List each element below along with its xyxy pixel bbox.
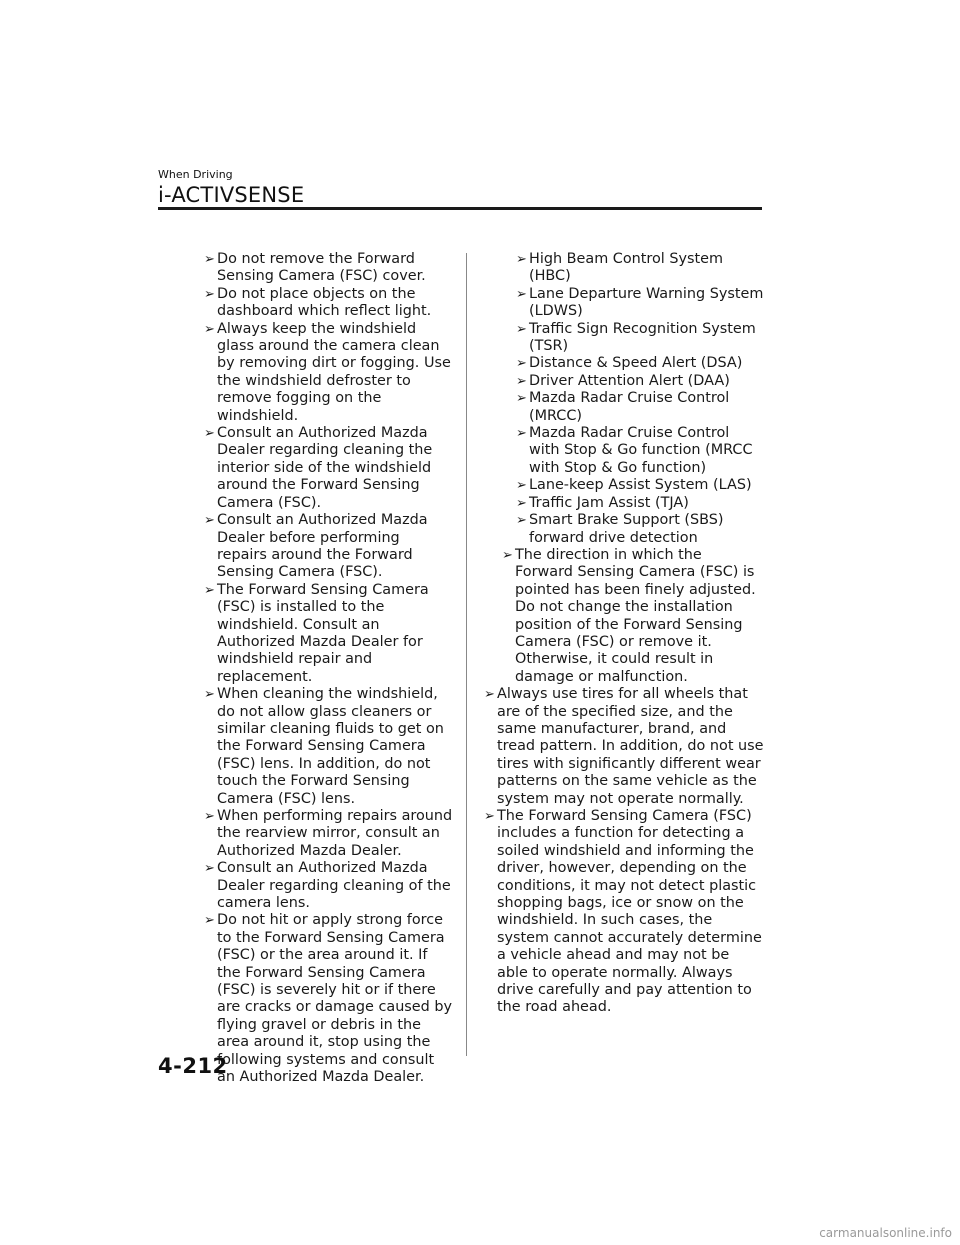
system-list-item: ➢ Mazda Radar Cruise Control with Stop & Go function (MRCC with Stop & Go function) <box>516 425 753 476</box>
arrow-bullet-icon: ➢ <box>204 426 215 442</box>
system-list-item: ➢ Mazda Radar Cruise Control (MRCC) <box>516 390 730 424</box>
arrow-bullet-icon: ➢ <box>204 513 215 529</box>
system-list-item: ➢ Driver Attention Alert (DAA) <box>516 372 730 389</box>
list-item: ➢ Consult an Authorized Mazda Dealer regarding cleaning of the camera lens. <box>204 860 451 912</box>
arrow-bullet-icon: ➢ <box>516 391 527 407</box>
left-column <box>186 251 454 1087</box>
arrow-bullet-icon: ➢ <box>204 321 215 337</box>
footer-watermark: carmanualsonline.info <box>819 1226 952 1240</box>
list-item: ➢ Always keep the windshield glass around the camera clean by removing dirt or fogging. Use the windshield defroster to remove fogging on the windshield. <box>204 320 451 424</box>
system-list-item: ➢ Traffic Jam Assist (TJA) <box>516 494 689 511</box>
arrow-bullet-icon: ➢ <box>204 913 215 929</box>
arrow-bullet-icon: ➢ <box>516 286 527 302</box>
arrow-bullet-icon: ➢ <box>516 513 527 529</box>
arrow-bullet-icon: ➢ <box>204 252 215 267</box>
section-label: When Driving <box>158 168 233 181</box>
arrow-bullet-icon: ➢ <box>516 356 527 372</box>
system-list-item: ➢ Lane Departure Warning System (LDWS) <box>516 285 764 320</box>
arrow-bullet-icon: ➢ <box>516 373 527 389</box>
arrow-bullet-icon: ➢ <box>484 809 495 824</box>
list-item: ➢ Consult an Authorized Mazda Dealer before performing repairs around the Forward Sensing Camera (FSC). <box>204 512 428 581</box>
list-item: ➢ When performing repairs around the rearview mirror, consult an Authorized Mazda Dealer. <box>204 808 453 859</box>
list-item: ➢ Do not remove the Forward Sensing Camera (FSC) cover. <box>204 251 426 285</box>
list-item: ➢ Do not place objects on the dashboard which reflect light. <box>204 285 432 320</box>
page-title: i-ACTIVSENSE <box>158 183 305 207</box>
list-item: ➢ Always use tires for all wheels that are of the specified size, and the same manufacturer, brand, and tread pattern. In addition, do not use tires with significantly different wear patterns on the same vehicle as the system may not operate normally. <box>484 686 764 807</box>
arrow-bullet-icon: ➢ <box>516 478 527 494</box>
list-item: ➢ The direction in which the Forward Sensing Camera (FSC) is pointed has been finely adjusted. Do not change the installation position of the Forward Sensing Camera (FSC) or remove it. Otherwise, it could result in damage or malfunction. <box>502 546 756 685</box>
header-rule <box>158 207 762 210</box>
page-number: 4-212 <box>158 1054 228 1078</box>
arrow-bullet-icon: ➢ <box>204 687 215 703</box>
system-list-item: ➢ Smart Brake Support (SBS) forward drive detection <box>516 512 724 546</box>
arrow-bullet-icon: ➢ <box>484 687 495 703</box>
list-item: ➢ Consult an Authorized Mazda Dealer regarding cleaning the interior side of the windshield around the Forward Sensing Camera (FSC). <box>204 425 433 511</box>
system-list-item: ➢ Traffic Sign Recognition System (TSR) <box>516 320 756 355</box>
list-item: ➢ The Forward Sensing Camera (FSC) is installed to the windshield. Consult an Authorized Mazda Dealer for windshield repair and replacement. <box>204 581 429 685</box>
arrow-bullet-icon: ➢ <box>516 495 527 511</box>
page-header <box>158 168 762 207</box>
arrow-bullet-icon: ➢ <box>516 321 527 337</box>
list-item: ➢ Do not hit or apply strong force to the Forward Sensing Camera (FSC) or the area around it. If the Forward Sensing Camera (FSC) is severely hit or if there are cracks or damage caused by flying gravel or debris in the area around it, stop using the following systems and consult an Authorized Mazda Dealer. <box>204 912 453 1086</box>
right-column <box>484 251 764 1017</box>
list-item: ➢ The Forward Sensing Camera (FSC) includes a function for detecting a soiled windshield and informing the driver, however, depending on the conditions, it may not detect plastic shopping bags, ice or snow on the windshield. In such cases, the system cannot accurately determine a vehicle ahead and may not be able to operate normally. Always drive carefully and pay attention to the road ahead. <box>484 808 762 1016</box>
system-list-item: ➢ Lane-keep Assist System (LAS) <box>516 477 752 494</box>
arrow-bullet-icon: ➢ <box>516 252 527 267</box>
column-divider <box>466 253 467 1056</box>
arrow-bullet-icon: ➢ <box>204 286 215 302</box>
system-list-item: ➢ High Beam Control System (HBC) <box>516 251 724 285</box>
list-item: ➢ When cleaning the windshield, do not allow glass cleaners or similar cleaning fluids to get on the Forward Sensing Camera (FSC) lens. In addition, do not touch the Forward Sensing Camera (FSC) lens. <box>204 686 444 807</box>
arrow-bullet-icon: ➢ <box>204 809 215 824</box>
arrow-bullet-icon: ➢ <box>516 426 527 442</box>
arrow-bullet-icon: ➢ <box>204 582 215 598</box>
arrow-bullet-icon: ➢ <box>204 861 215 877</box>
arrow-bullet-icon: ➢ <box>502 547 513 563</box>
system-list-item: ➢ Distance & Speed Alert (DSA) <box>516 355 743 372</box>
